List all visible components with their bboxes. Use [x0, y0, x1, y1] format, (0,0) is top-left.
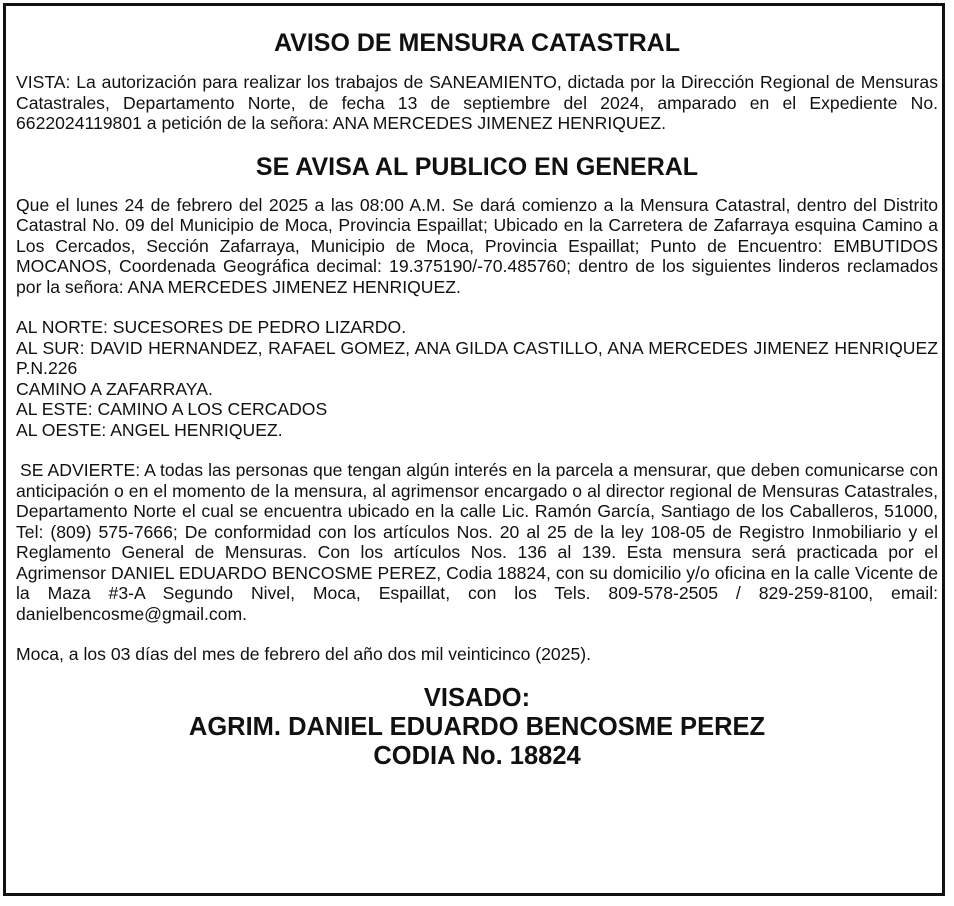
boundaries-list: [16, 317, 938, 440]
boundary-west: AL OESTE: ANGEL HENRIQUEZ.: [16, 419, 283, 440]
spacer: [16, 440, 938, 460]
boundary-north: AL NORTE: SUCESORES DE PEDRO LIZARDO.: [16, 317, 407, 337]
boundary-east: AL ESTE: CAMINO A LOS CERCADOS: [16, 399, 328, 419]
visado-label: VISADO:: [423, 683, 531, 712]
notice-content: [16, 28, 938, 771]
codia-number: CODIA No. 18824: [373, 741, 581, 770]
spacer: [16, 297, 938, 317]
warning-paragraph: SE ADVIERTE: A todas las personas que tengan algún interés en la parcela a mensurar, que deben comunicarse con anticipación o en el momento de la mensura, al agrimensor encargado o al director regional de Mensuras Catastrales, Departamento Norte el cual se encuentra ubicado en la calle Lic. Ramón García, Santiago de los Caballeros, 51000, Tel: (809) 575-7666; De conformidad con los artículos Nos. 20 al 25 de la ley 108-05 de Registro Inmobiliario y el Reglamento General de Mensuras. Con los artículos Nos. 136 al 139. Esta mensura será practicada por el Agrimensor DANIEL EDUARDO BENCOSME PEREZ, Codia 18824, con su domicilio y/o oficina en la calle Vicente de la Maza #3-A Segundo Nivel, Moca, Espaillat, con los Tels. 809-578-2505 / 829-259-8100, email: danielbencosme@gmail.com.: [16, 460, 938, 624]
vista-paragraph: VISTA: La autorización para realizar los trabajos de SANEAMIENTO, dictada por la Dirección Regional de Mensuras Catastrales, Departamento Norte, de fecha 13 de septiembre del 2024, amparado en el Expediente No. 6622024119801 a petición de la señora: ANA MERCEDES JIMENEZ HENRIQUEZ.: [16, 72, 938, 133]
spacer: [16, 624, 938, 644]
boundary-south: AL SUR: DAVID HERNANDEZ, RAFAEL GOMEZ, ANA GILDA CASTILLO, ANA MERCEDES JIMENEZ HENRIQUEZ P.N.226: [16, 337, 938, 378]
signature-block: [16, 684, 938, 771]
public-notice-heading: SE AVISA AL PUBLICO EN GENERAL: [255, 152, 699, 181]
surveyor-name: AGRIM. DANIEL EDUARDO BENCOSME PEREZ: [188, 712, 766, 741]
date-line: Moca, a los 03 días del mes de febrero del año dos mil veinticinco (2025).: [16, 644, 592, 664]
notice-title: AVISO DE MENSURA CATASTRAL: [273, 29, 681, 57]
announcement-paragraph: Que el lunes 24 de febrero del 2025 a las 08:00 A.M. Se dará comienzo a la Mensura Catastral, dentro del Distrito Catastral No. 09 del Municipio de Moca, Provincia Espaillat; Ubicado en la Carretera de Zafarraya esquina Camino a Los Cercados, Sección Zafarraya, Municipio de Moca, Provincia Espaillat; Punto de Encuentro: EMBUTIDOS MOCANOS, Coordenada Geográfica decimal: 19.375190/-70.485760; dentro de los siguientes linderos reclamados por la señora: ANA MERCEDES JIMENEZ HENRIQUEZ.: [16, 194, 938, 297]
boundary-south-continued: CAMINO A ZAFARRAYA.: [16, 378, 213, 399]
